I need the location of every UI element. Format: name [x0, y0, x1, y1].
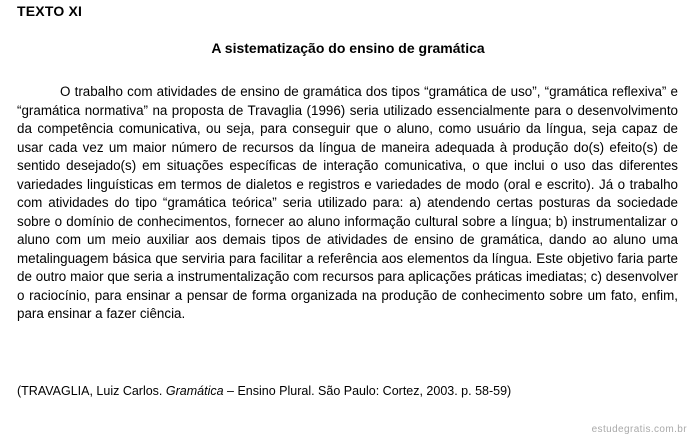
section-label: TEXTO XI — [17, 3, 83, 19]
citation-suffix: – Ensino Plural. São Paulo: Cortez, 2003. p. 58-59) — [223, 384, 512, 398]
citation — [17, 384, 511, 398]
citation-prefix: (TRAVAGLIA, Luiz Carlos. — [17, 384, 166, 398]
body-paragraph: O trabalho com atividades de ensino de gramática dos tipos “gramática de uso”, “gramática reflexiva” e “gramática normativa” na proposta de Travaglia (1996) seria utilizado essencialmente para o desenvolvimento da competência comunicativa, ou seja, para conseguir que o aluno, como usuário da língua, seja capaz de usar cada vez um maior número de recursos da língua de maneira adequada à produção do(s) efeito(s) de sentido desejado(s) em situações específicas de interação comunicativa, o que inclui o uso das diferentes variedades linguísticas em termos de dialetos e registros e variedades de modo (oral e escrito). Já o trabalho com atividades do tipo “gramática teórica” seria utilizado para: a) atendendo certas posturas da sociedade sobre o domínio de conhecimentos, fornecer ao aluno informação cultural sobre a língua; b) instrumentalizar o aluno com um meio auxiliar aos demais tipos de atividades de ensino de gramática, dando ao aluno uma metalinguagem básica que serviria para facilitar a referência aos elementos da língua. Este objetivo faria parte de outro maior que seria a instrumentalização com recursos para aplicações práticas imediatas; c) desenvolver o raciocínio, para ensinar a pensar de forma organizada na produção de conhecimento sobre um fato, enfim, para ensinar a fazer ciência. — [17, 84, 678, 321]
citation-book-title: Gramática — [165, 384, 224, 398]
document-title: A sistematização do ensino de gramática — [211, 40, 485, 56]
site-watermark: estudegratis.com.br — [591, 424, 687, 435]
